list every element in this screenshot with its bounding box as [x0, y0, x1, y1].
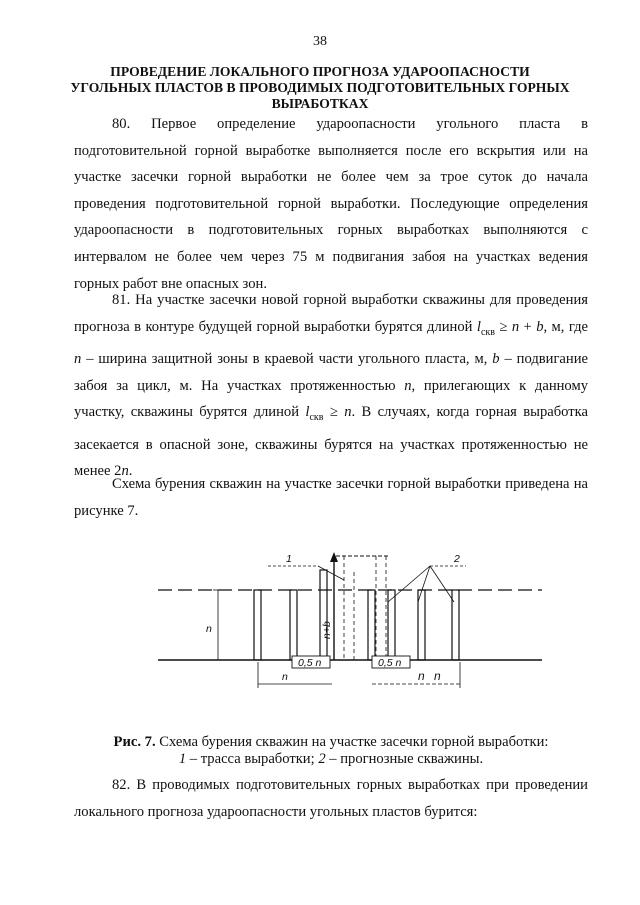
p81-var-b: b [536, 318, 544, 335]
paragraph-figure-ref: Схема бурения скважин на участке засечки горной выработки приведена на рисунке 7. [74, 476, 588, 519]
caption-text-2: – прогнозные скважины. [325, 751, 484, 767]
label-n-bottom-2: n [418, 669, 425, 683]
figure-7-drilling-scheme [150, 544, 550, 694]
p81-sub-skv: скв [480, 326, 495, 338]
p81-var-n-2: n [74, 351, 82, 368]
p81-var-l: l [476, 318, 481, 335]
p81-text-7: , прилегающих к данному участку, скважины бурятся длиной [74, 377, 588, 421]
p81-text-9: . В случаях, когда горная выработка засекается в опасной зоне, скважины бурятся на участках протяженностью не менее 2 [74, 404, 588, 480]
label-1: 1 [286, 553, 292, 565]
leader-1-diag [318, 566, 344, 580]
paragraph-80: 80. Первое определение удароопасности угольного пласта в подготовительной горной выработке выполняется после его вскрытия или на участке засечки горной выработки не более чем за трое суток до начала проведения подготовительной горной выработки. Последующие определения удароопасности в подготовительных горных выработках выполняются с интервалом не более чем через 75 м подвигания забоя на участках ведения горных работ вне опасных зон. [74, 116, 588, 292]
p81-text-4: , м, где [543, 318, 588, 335]
label-n-plus-b: n+b [321, 621, 333, 639]
borehole [320, 570, 327, 660]
p81-text-5: – ширина защитной зоны в краевой части угольного пласта, м, [81, 351, 493, 368]
borehole [290, 590, 297, 660]
p81-var-n-4: n [344, 404, 352, 421]
arrow-up-icon [330, 552, 338, 562]
p81-text-3: + [519, 318, 537, 335]
page-number: 38 [313, 34, 327, 49]
borehole [254, 590, 261, 660]
p81-text-2: ≥ [494, 318, 512, 335]
section-title: ПРОВЕДЕНИЕ ЛОКАЛЬНОГО ПРОГНОЗА УДАРООПАСНОСТИ УГОЛЬНЫХ ПЛАСТОВ В ПРОВОДИМЫХ ПОДГОТОВИТЕЛЬНЫХ ГОРНЫХ ВЫРАБОТКАХ [70, 64, 570, 111]
paragraph-81 [74, 287, 588, 485]
p81-text-8: ≥ [323, 404, 345, 421]
caption-text-1: – трасса выработки; [186, 751, 319, 767]
p81-text-6: – подвигание забоя за цикл, м. На участках протяженностью [74, 351, 589, 394]
p81-var-b-2: b [492, 351, 500, 368]
drilling-scheme-diagram [150, 544, 550, 694]
p81-text-10: . [128, 463, 133, 480]
caption-label: Рис. 7. [113, 734, 156, 750]
p81-var-n-3: n [404, 377, 412, 394]
leader-2 [430, 566, 454, 602]
p81-var-n-5: n [121, 463, 129, 480]
p81-text-1: 81. На участке засечки новой горной выработки скважины для проведения прогноза в контуре будущей горной выработки бурятся длиной [74, 292, 588, 335]
borehole [368, 590, 375, 660]
label-half-n-1: 0,5 n [298, 657, 322, 669]
p81-var-l-2: l [305, 404, 310, 421]
paragraph-82: 82. В проводимых подготовительных горных выработках при проведении локального прогноза удароопасности угольных пластов бурится: [74, 777, 588, 820]
label-n-bottom-1: n [282, 671, 288, 683]
figure-caption [74, 734, 588, 768]
label-2: 2 [454, 553, 460, 565]
caption-num-2: 2 [318, 751, 326, 767]
caption-num-1: 1 [178, 751, 187, 767]
borehole [418, 590, 425, 660]
p81-var-n: n [511, 318, 520, 335]
label-half-n-2: 0,5 n [378, 657, 402, 669]
label-n-bottom-3: n [434, 669, 441, 683]
p81-sub-skv-2: скв [309, 412, 324, 424]
caption-line-1: Схема бурения скважин на участке засечки горной выработки: [155, 734, 549, 750]
borehole [388, 590, 395, 660]
label-n-left: n [206, 623, 212, 635]
